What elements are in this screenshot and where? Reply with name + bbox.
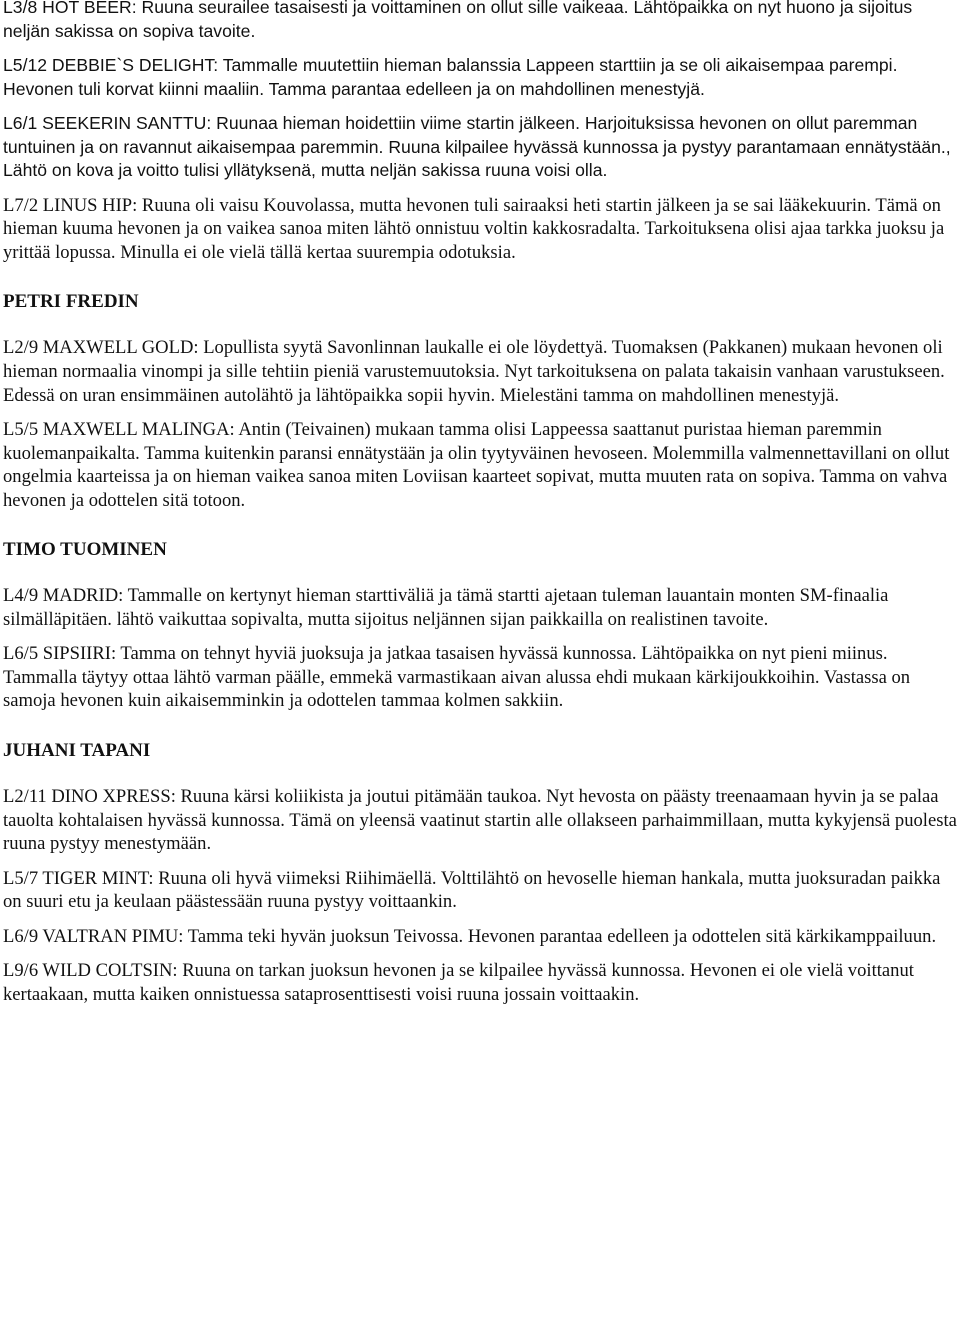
paragraph-seekerin-santtu: L6/1 SEEKERIN SANTTU: Ruunaa hieman hoidettiin viime startin jälkeen. Harjoituksissa hevonen on ollut paremman tuntuinen ja on ravannut aikaisempaa paremmin. Ruuna kilpailee hyvässä kunnossa ja pystyy parantamaan ennätystään., Lähtö on kova ja voitto tulisi yllätyksenä, mutta neljän sakissa ruuna voisi olla. xyxy=(3,112,951,181)
paragraph-maxwell-malinga: L5/5 MAXWELL MALINGA: Antin (Teivainen) mukaan tamma olisi Lappeessa saattanut puristaa hieman paremmin kuolemanpaikalta. Tamma kuitenkin paransi ennätystään ja olin tyytyväinen hevoseen. Molemmilla valmennettavillani on ollut ongelmia kaarteissa ja on hieman vaikea sanoa miten Loviisan kaarteet sopivat, mutta muuten rata on sopiva. Tamma on vahva hevonen ja odottelen sitä totoon. xyxy=(3,418,950,511)
heading-timo-tuominen: TIMO TUOMINEN xyxy=(3,539,167,561)
paragraph-valtran-pimu: L6/9 VALTRAN PIMU: Tamma teki hyvän juoksun Teivossa. Hevonen parantaa edelleen ja odottelen sitä kärkikamppailuun. xyxy=(3,925,937,947)
paragraph-tiger-mint: L5/7 TIGER MINT: Ruuna oli hyvä viimeksi Riihimäellä. Volttilähtö on hevoselle hieman hankala, mutta juoksuradan paikka on suuri etu ja keulaan päästessään ruuna pystyy voittaankin. xyxy=(3,867,941,913)
heading-juhani-tapani: JUHANI TAPANI xyxy=(3,740,151,762)
paragraph-madrid: L4/9 MADRID: Tammalle on kertynyt hieman starttiväliä ja tämä startti ajetaan tuleman lauantain monten SM-finaalia silmälläpitäen. lähtö vaikuttaa sopivalta, mutta sijoitus neljännen sijan paikkailla on realistinen tavoite. xyxy=(3,585,889,630)
paragraph-linus-hip: L7/2 LINUS HIP: Ruuna oli vaisu Kouvolassa, mutta hevonen tuli sairaaksi heti startin jälkeen ja se sai lääkekuurin. Tämä on hieman kuuma hevonen ja on vaikea sanoa miten lähtö onnistuu voltin kakkosradalta. Tarkoituksena olisi ajaa tarkka juoksu ja yrittää lopussa. Minulla ei ole vielä tällä kertaa suurempia odotuksia. xyxy=(3,194,945,263)
paragraph-maxwell-gold: L2/9 MAXWELL GOLD: Lopullista syytä Savonlinnan laukalle ei ole löydettyä. Tuomaksen (Pakkanen) mukaan hevonen oli hieman normaalia vinompi ja sille tehtiin pieniä varustemuutoksia. Nyt tarkoituksena on palata takaisin vanhaan varustukseen. Edessä on uran ensimmäinen autolähtö ja lähtöpaikka sopii hyvin. Mielestäni tamma on mahdollinen menestyjä. xyxy=(3,337,945,406)
document-page xyxy=(3,0,958,1017)
paragraph-debbies-delight: L5/12 DEBBIE`S DELIGHT: Tammalle muutettiin hieman balanssia Lappeen starttiin ja se oli aikaisempaa parempi. Hevonen tuli korvat kiinni maaliin. Tamma parantaa edelleen ja on mahdollinen menestyjä. xyxy=(3,54,898,99)
paragraph-sipsiiri: L6/5 SIPSIIRI: Tamma on tehnyt hyviä juoksuja ja jatkaa tasaisen hyvässä kunnossa. Lähtöpaikka on nyt pieni miinus. Tammalla täytyy ottaa lähtö varman päälle, emmekä varmastikaan aivan alussa ehdi mukaan kärkijoukkoihin. Vastassa on samoja hevonen kuin aikaisemminkin ja odottelen tammaa kolmen sakkiin. xyxy=(3,643,911,712)
heading-petri-fredin: PETRI FREDIN xyxy=(3,291,139,313)
paragraph-hot-beer: L3/8 HOT BEER: Ruuna seurailee tasaisesti ja voittaminen on ollut sille vaikeaa. Lähtöpaikka on nyt huono ja sijoitus neljän sakissa on sopiva tavoite. xyxy=(3,0,913,41)
paragraph-wild-coltsin: L9/6 WILD COLTSIN: Ruuna on tarkan juoksun hevonen ja se kilpailee hyvässä kunnossa. Hevonen ei ole vielä voittanut kertaakaan, mutta kaiken onnistuessa sataprosenttisesti voisi ruuna jossain voittaakin. xyxy=(3,960,914,1005)
paragraph-dino-xpress: L2/11 DINO XPRESS: Ruuna kärsi koliikista ja joutui pitämään taukoa. Nyt hevosta on päästy treenaamaan hyvin ja se palaa tauolta kohtalaisen hyvässä kunnossa. Tämä on yleensä vaatinut startin alle ollakseen parhaimmillaan, mutta kykyjensä puolesta ruuna pystyy menestymään. xyxy=(3,786,957,855)
